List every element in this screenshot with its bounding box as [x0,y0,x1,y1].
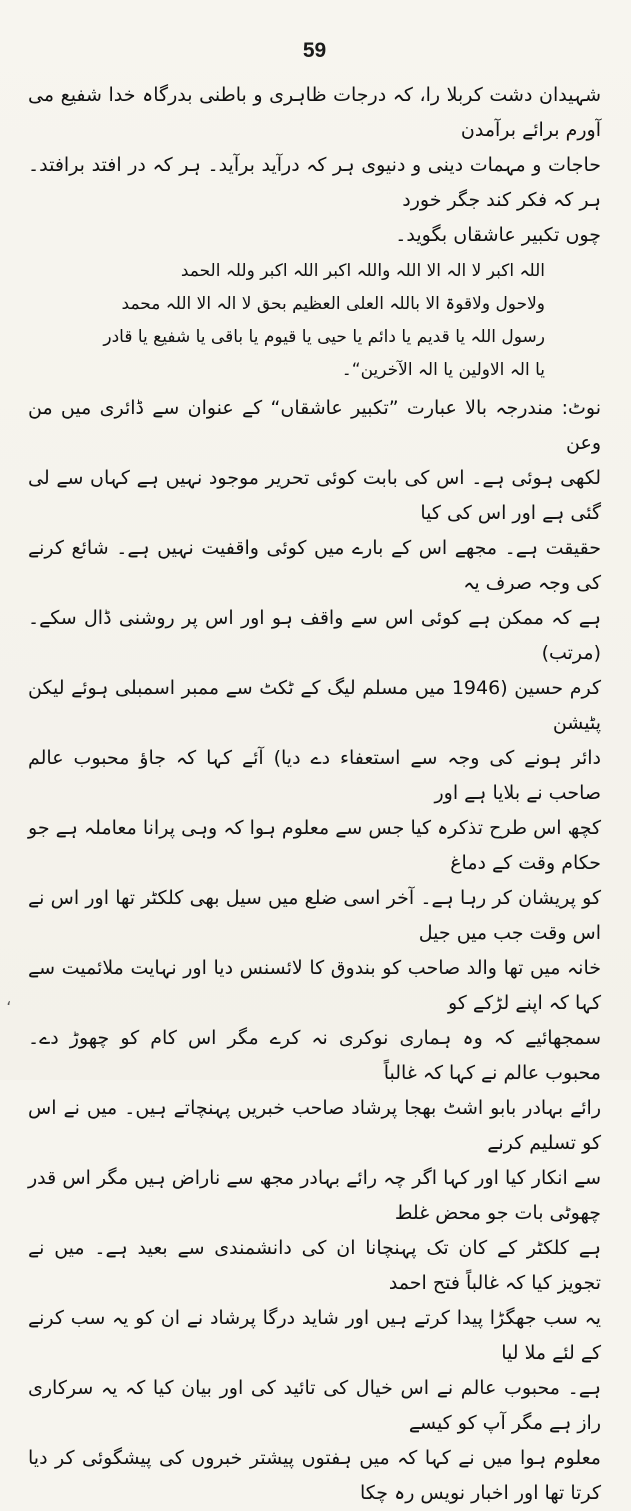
text-line: ہے کہ ممکن ہے کوئی اس سے واقف ہو اور اس پر روشنی ڈال سکے۔ (مرتب) [28,607,601,664]
text-line: ہے کلکٹر کے کان تک پہنچانا ان کی دانشمندی سے بعید ہے۔ میں نے تجویز کیا کہ غالباً فتح احمد [28,1237,601,1294]
text-line: کچھ اس طرح تذکرہ کیا جس سے معلوم ہوا کہ وہی پرانا معاملہ ہے جو حکام وقت کے دماغ [28,817,601,874]
text-line: حاجات و مہمات دینی و دنیوی ہر کہ درآید برآید۔ ہر کہ در افتد برافتد۔ ہر کہ فکر کند جگر خورد [28,154,601,211]
text-line: یہ سب جھگڑا پیدا کرتے ہیں اور شاید درگا پرشاد نے ان کو یہ سب کرنے کے لئے ملا لیا [28,1307,601,1364]
text-line: شہیدان دشت کربلا را، کہ درجات ظاہری و باطنی بدرگاہ خدا شفیع می آورم برائے برآمدن [28,84,601,141]
paragraph-persian-intro [28,78,601,253]
text-line: کو پریشان کر رہا ہے۔ آخر اسی ضلع میں سیل بھی کلکٹر تھا اور اس نے اس وقت جب میں جیل [28,887,601,944]
text-line: لکھی ہوئی ہے۔ اس کی بابت کوئی تحریر موجود نہیں ہے کہاں سے لی گئی ہے اور اس کی کیا [28,467,601,524]
text-line: رائے بہادر بابو اشٹ بھجا پرشاد صاحب خبریں پہنچاتے ہیں۔ میں نے اس کو تسلیم کرنے [28,1097,601,1154]
text-line: سمجھائیے کہ وہ ہماری نوکری نہ کرے مگر اس کام کو چھوڑ دے۔ محبوب عالم نے کہا کہ غالباً [28,1027,601,1084]
takbir-verse-block [28,255,601,387]
note-paragraph [28,391,601,671]
page-number: 59 [302,39,327,62]
text-line: سے انکار کیا اور کہا اگر چہ رائے بہادر مجھ سے ناراض ہیں مگر اس قدر چھوٹی بات جو محض غلط [28,1167,601,1224]
verse-line: اللہ اکبر لا الہ الا اللہ واللہ اکبر اللہ اکبر وللہ الحمد [180,261,545,281]
main-narrative-paragraph [28,671,601,1511]
text-line: معلوم ہوا میں نے کہا کہ میں ہفتوں پیشتر خبروں کی پیشگوئی کر دیا کرتا تھا اور اخبار نویس رہ چکا [28,1447,601,1504]
text-line: خانہ میں تھا والد صاحب کو بندوق کا لائسنس دیا اور نہایت ملائمیت سے کہا کہ اپنے لڑکے کو [28,957,601,1014]
text-line: کرم حسین (1946 میں مسلم لیگ کے ٹکٹ سے ممبر اسمبلی ہوئے لیکن پٹیشن [28,677,601,734]
verse-line: رسول اللہ یا قدیم یا دائم یا حیی یا قیوم یا باقی یا شفیع یا قادر [103,327,545,347]
margin-mark: ، [6,990,12,1009]
verse-line: ولاحول ولاقوۃ الا باللہ العلی العظیم بحق لا الہ الا اللہ محمد [121,294,545,314]
text-line: حقیقت ہے۔ مجھے اس کے بارے میں کوئی واقفیت نہیں ہے۔ شائع کرنے کی وجہ صرف یہ [28,537,601,594]
text-line: نوٹ: مندرجہ بالا عبارت ”تکبیر عاشقاں“ کے عنوان سے ڈائری میں من وعن [28,397,601,454]
text-line: چوں تکبیر عاشقاں بگوید۔ [395,224,601,246]
verse-line: یا الہ الاولین یا الہ الآخرین“۔ [341,360,545,380]
text-line: ہے۔ محبوب عالم نے اس خیال کی تائید کی اور بیان کیا کہ یہ سرکاری راز ہے مگر آپ کو کیسے [28,1377,601,1434]
text-line: دائر ہونے کی وجہ سے استعفاء دے دیا) آئے کہا کہ جاؤ محبوب عالم صاحب نے بلایا ہے اور [28,747,601,804]
